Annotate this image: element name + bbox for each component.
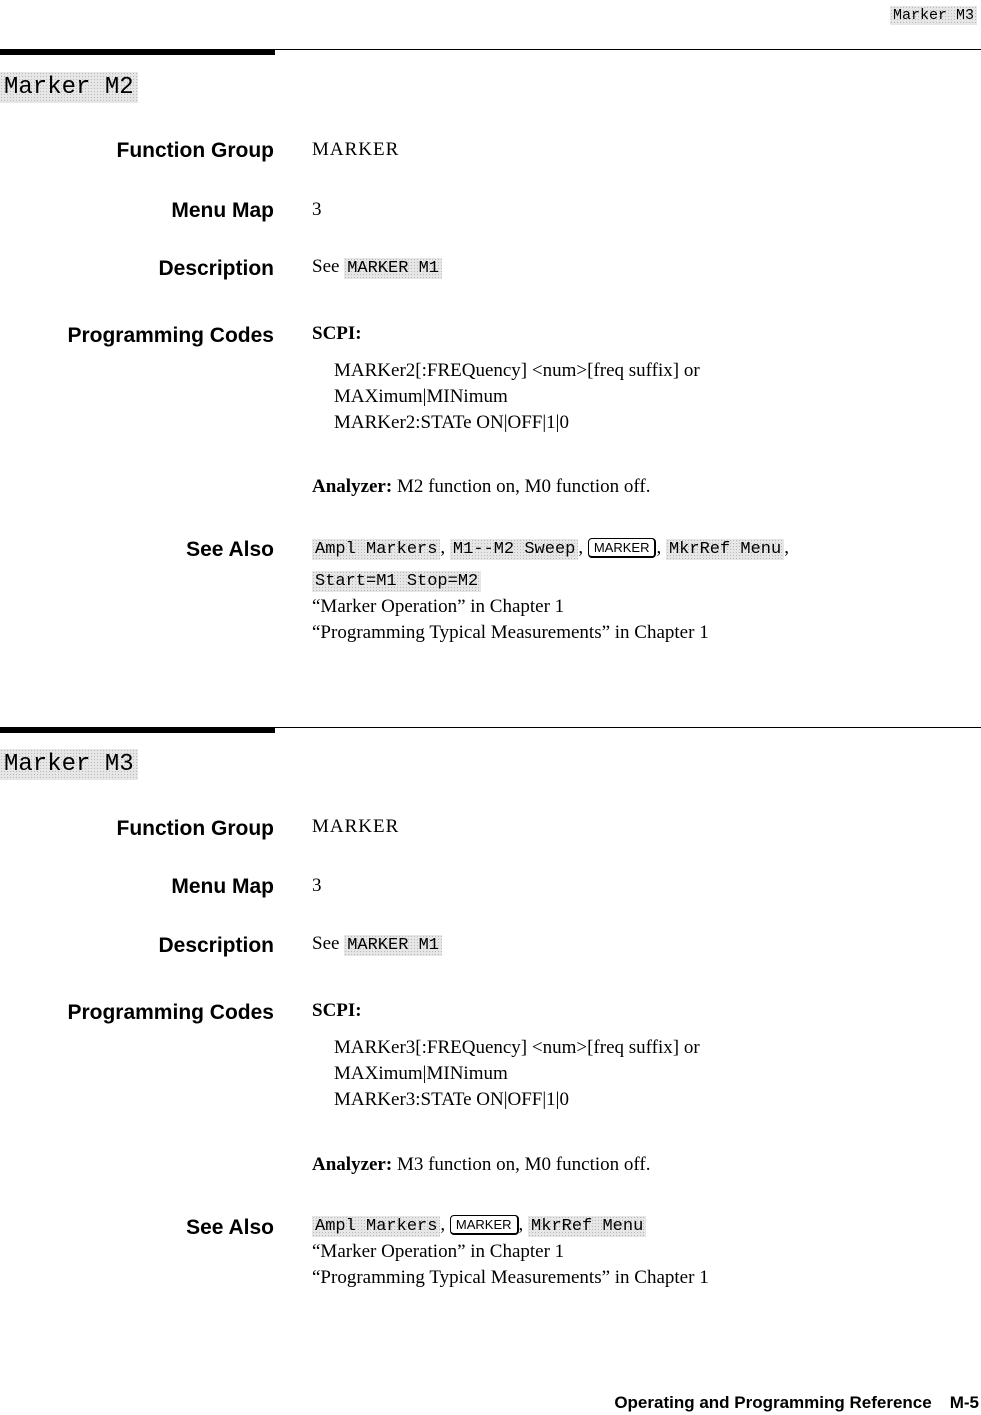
- page-number: M-5: [949, 1393, 979, 1412]
- mkrref-menu-softkey[interactable]: MkrRef Menu: [528, 1216, 646, 1237]
- menu-map-label: Menu Map: [171, 199, 274, 222]
- menu-map-label: Menu Map: [171, 875, 274, 898]
- description-label: Description: [158, 934, 274, 957]
- function-group-value: MARKER: [312, 139, 400, 160]
- analyzer-text: M3 function on, M0 function off.: [396, 1154, 651, 1175]
- function-group-value: MARKER: [312, 816, 400, 837]
- m1-m2-sweep-softkey[interactable]: M1--M2 Sweep: [450, 539, 578, 560]
- menu-map-value: 3: [312, 199, 322, 220]
- description-value: [312, 256, 442, 278]
- section-rule-thick: [0, 49, 275, 55]
- scpi-label: [312, 1000, 362, 1022]
- programming-codes-label: Programming Codes: [67, 1001, 274, 1024]
- marker-hardkey[interactable]: MARKER: [450, 1215, 519, 1235]
- scpi-label-text: SCPI:: [312, 323, 362, 344]
- see-also-ref: “Programming Typical Measurements” in Chapter 1: [312, 622, 709, 643]
- see-also-ref: “Marker Operation” in Chapter 1: [312, 596, 565, 617]
- start-stop-softkey[interactable]: Start=M1 Stop=M2: [312, 571, 481, 592]
- mkrref-menu-softkey[interactable]: MkrRef Menu: [666, 539, 784, 560]
- entry-title-marker-m2: Marker M2: [0, 72, 138, 103]
- analyzer-label: Analyzer:: [312, 476, 393, 497]
- see-also-keys: Ampl Markers , MARKER , MkrRef Menu: [312, 1214, 646, 1236]
- see-also-ref: “Programming Typical Measurements” in Chapter 1: [312, 1267, 709, 1288]
- description-see: See: [312, 933, 340, 954]
- function-group-label: Function Group: [116, 817, 274, 840]
- description-see: See: [312, 256, 340, 277]
- scpi-label-text: SCPI:: [312, 1000, 362, 1021]
- footer-section: Operating and Programming Reference: [614, 1393, 932, 1412]
- running-head: Marker M3: [890, 6, 977, 25]
- scpi-line: MARKer3:STATe ON|OFF|1|0: [334, 1089, 569, 1110]
- marker-m1-softkey[interactable]: MARKER M1: [344, 258, 442, 279]
- analyzer-text: M2 function on, M0 function off.: [396, 476, 651, 497]
- section-rule-thick: [0, 727, 275, 733]
- see-also-keys: Ampl Markers , M1--M2 Sweep , MARKER , MkrRef Menu ,: [312, 537, 789, 559]
- see-also-label: See Also: [186, 1216, 274, 1239]
- analyzer-code: [312, 1154, 650, 1176]
- see-also-ref: “Marker Operation” in Chapter 1: [312, 1241, 565, 1262]
- ampl-markers-softkey[interactable]: Ampl Markers: [312, 539, 440, 560]
- marker-m1-softkey[interactable]: MARKER M1: [344, 935, 442, 956]
- page-footer: [614, 1393, 979, 1413]
- scpi-line: MARKer2:STATe ON|OFF|1|0: [334, 412, 569, 433]
- marker-hardkey[interactable]: MARKER: [588, 538, 657, 558]
- function-group-label: Function Group: [116, 139, 274, 162]
- see-also-keys-line2: [312, 569, 481, 591]
- ampl-markers-softkey[interactable]: Ampl Markers: [312, 1216, 440, 1237]
- description-value: [312, 933, 442, 955]
- see-also-label: See Also: [186, 538, 274, 561]
- description-label: Description: [158, 257, 274, 280]
- scpi-line: MAXimum|MINimum: [334, 386, 508, 407]
- menu-map-value: 3: [312, 875, 322, 896]
- entry-title-marker-m3: Marker M3: [0, 749, 138, 780]
- programming-codes-label: Programming Codes: [67, 324, 274, 347]
- analyzer-code: [312, 476, 650, 498]
- scpi-line: MAXimum|MINimum: [334, 1063, 508, 1084]
- scpi-label: [312, 323, 362, 345]
- analyzer-label: Analyzer:: [312, 1154, 393, 1175]
- scpi-line: MARKer2[:FREQuency] <num>[freq suffix] or: [334, 360, 700, 381]
- scpi-line: MARKer3[:FREQuency] <num>[freq suffix] or: [334, 1037, 700, 1058]
